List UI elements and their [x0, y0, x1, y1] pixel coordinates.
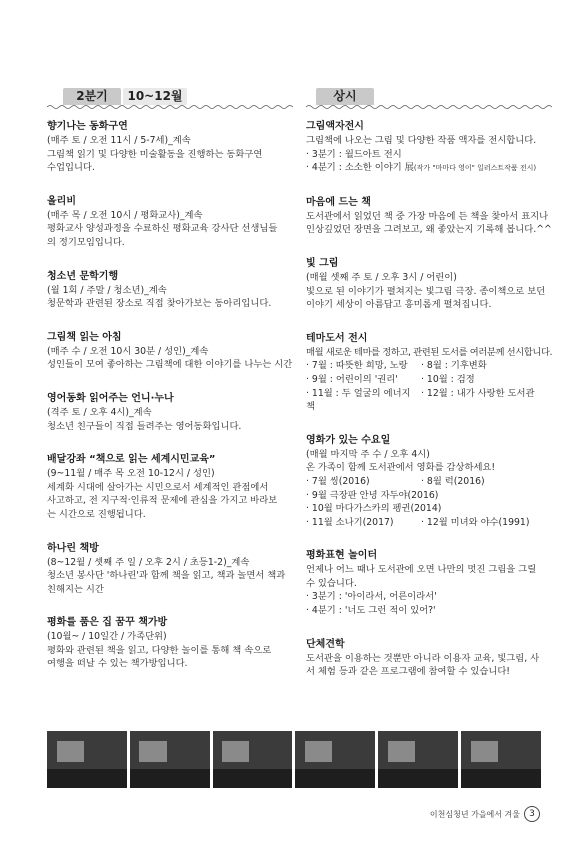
- program-delivery-lecture: [47, 453, 293, 521]
- program-bullet: · 8월 럭(2016): [421, 475, 485, 487]
- tab-oct-dec: 10~12월: [123, 88, 187, 105]
- program-desc: 여행을 떠날 수 있는 책가방입니다.: [47, 658, 188, 670]
- program-bullet-note: (작가 "마마다 영이" 일러스트작품 전시): [413, 164, 537, 173]
- photo-4: [295, 731, 375, 788]
- program-bullet: · 12월 : 내가 사랑한 도서관: [421, 387, 535, 399]
- program-bullet: · 9월 극장판 안녕 자두야(2016): [306, 489, 439, 501]
- program-bullet-pair: [306, 387, 552, 414]
- program-schedule: (매주 토 / 오전 11시 / 5-7세)_계속: [47, 135, 191, 146]
- program-title: 영화가 있는 수요일: [306, 434, 391, 446]
- program-bullet: · 7월 : 따뜻한 희망, 노랑: [306, 360, 408, 372]
- program-bullet: · 8월 : 기후변화: [421, 360, 487, 372]
- program-title: 마음에 드는 책: [306, 196, 371, 208]
- program-bullet: · 12월 미녀와 야수(1991): [421, 516, 530, 528]
- program-bullet: · 10월 : 검정: [421, 373, 475, 385]
- program-title: 평화표현 놀이터: [306, 550, 378, 562]
- program-frame-exhibit: [306, 120, 552, 176]
- page-number: 3: [524, 806, 540, 822]
- tab-quarter-2: 2분기: [63, 88, 121, 105]
- program-desc: 빛으로 된 이야기가 펼쳐지는 빛그림 극장. 종이책으로 보던: [306, 285, 546, 297]
- program-youth-literature-trip: [47, 270, 293, 311]
- program-desc: 수 있습니다.: [306, 577, 357, 589]
- program-title: 그림액자전시: [306, 121, 364, 132]
- program-schedule: (매주 목 / 오전 10시 / 평화교사)_계속: [47, 209, 203, 221]
- program-bullet: · 3분기 : 월드아트 전시: [306, 148, 402, 160]
- program-desc: 청소년 봉사단 '하나린'과 함께 책을 읽고, 책과 놀면서 책과: [47, 570, 286, 582]
- program-desc: 서 체험 등과 같은 프로그램에 참여할 수 있습니다!: [306, 666, 511, 678]
- program-bullet-text: · 4분기 : 소소한 이야기 展: [306, 162, 414, 174]
- program-desc: 이야기 세상이 아름답고 흥미롭게 펼쳐집니다.: [306, 299, 492, 311]
- program-desc: 도서관에서 읽었던 책 중 가장 마음에 든 책을 찾아서 표지나: [306, 210, 549, 222]
- program-bullet-pair: [306, 475, 552, 489]
- program-olibi: [47, 195, 293, 250]
- program-schedule: (월 1회 / 주말 / 청소년)_계속: [47, 284, 167, 296]
- program-desc: 의 정기모임입니다.: [47, 236, 125, 248]
- program-desc: 인상깊었던 장면을 그려보고, 왜 좋았는지 기록해 봅니다.^^: [306, 224, 552, 236]
- program-bullet: · 3분기 : '아이라서, 어른이라서': [306, 591, 437, 603]
- program-light-picture: [306, 257, 552, 312]
- program-bullet-pair: [306, 359, 552, 373]
- program-english-story: [47, 392, 293, 433]
- program-desc: 온 가족이 함께 도서관에서 영화를 감상하세요!: [306, 462, 496, 474]
- right-column: [306, 88, 552, 699]
- photo-strip: [47, 731, 541, 788]
- program-picturebook-morning: [47, 331, 293, 372]
- left-section-header: [47, 88, 293, 110]
- program-desc: 세계화 시대에 살아가는 시민으로서 세계적인 관점에서: [47, 481, 269, 493]
- photo-6: [461, 731, 541, 788]
- program-title: 그림책 읽는 아침: [47, 331, 122, 343]
- program-desc: 성인들이 모여 좋아하는 그림책에 대한 이야기를 나누는 시간: [47, 359, 293, 371]
- program-favorite-book: [306, 196, 552, 237]
- program-title: 하나린 책방: [47, 542, 99, 554]
- wave-divider: [47, 104, 293, 110]
- program-movie-wednesday: [306, 434, 552, 530]
- program-title: 올리비: [47, 195, 76, 207]
- program-bullet: · 7월 씽(2016): [306, 475, 370, 487]
- program-bullet-pair: [306, 373, 552, 387]
- program-schedule: (매주 수 / 오전 10시 30분 / 성인)_계속: [47, 345, 209, 357]
- program-bullet: · 11월 소나기(2017): [306, 516, 394, 528]
- photo-1: [47, 731, 127, 788]
- photo-2: [130, 731, 210, 788]
- program-schedule: (매월 마지막 주 수 / 오후 4시): [306, 448, 430, 460]
- program-desc: 평화교사 양성과정을 수료하신 평화교육 강사단 선생님들: [47, 223, 278, 235]
- page-footer: [430, 806, 540, 822]
- program-schedule: (10월~ / 10일간 / 가족단위): [47, 631, 167, 643]
- program-schedule: (8~12월 / 셋째 주 일 / 오후 2시 / 초등1-2)_계속: [47, 556, 250, 568]
- program-bullet: · 11월 : 두 얼굴의 에너지 책: [306, 387, 411, 413]
- program-theme-books: [306, 332, 552, 414]
- program-desc: 사고하고, 전 지구적·인류적 문제에 관심을 가지고 바라보: [47, 495, 278, 507]
- wave-divider: [306, 104, 552, 110]
- program-title: 빛 그림: [306, 257, 339, 269]
- program-title: 영어동화 읽어주는 언니·누나: [47, 392, 174, 404]
- program-bullet: [306, 161, 552, 176]
- program-group-tour: [306, 638, 552, 679]
- program-desc: 그림책에 나오는 그림 및 다양한 작품 액자를 전시합니다.: [306, 135, 537, 146]
- left-column: [47, 88, 293, 691]
- footer-text: 이천심청년 가을에서 겨울: [429, 809, 520, 819]
- program-peace-bookbag: [47, 616, 293, 671]
- program-title: 청소년 문학기행: [47, 270, 119, 282]
- program-bullet: · 10월 마다가스카의 펭귄(2014): [306, 503, 442, 515]
- tab-always: 상시: [316, 88, 374, 105]
- program-storytelling: [47, 120, 293, 175]
- program-schedule: (격주 토 / 오후 4시)_계속: [47, 406, 152, 418]
- program-hanarin-bookstore: [47, 542, 293, 597]
- program-desc: 평화와 관련된 책을 읽고, 다양한 놀이를 통해 책 속으로: [47, 644, 272, 656]
- program-schedule: (매월 셋째 주 토 / 오후 3시 / 어린이): [306, 271, 457, 283]
- program-desc: 친해지는 시간: [47, 583, 104, 595]
- program-schedule: (9~11월 / 매주 목 오전 10-12시 / 성인): [47, 468, 215, 480]
- program-title: 평화를 품은 집 꿈꾸 책가방: [47, 617, 168, 629]
- program-bullet: · 4분기 : '너도 그런 적이 있어?': [306, 605, 436, 617]
- program-bullet: · 9월 : 어린이의 '권리': [306, 373, 398, 385]
- program-bullet-pair: [306, 516, 552, 530]
- photo-3: [213, 731, 293, 788]
- right-section-header: [306, 88, 552, 110]
- program-title: 배달강좌 “책으로 읽는 세계시민교육”: [47, 454, 216, 466]
- program-title: 향기나는 동화구연: [47, 121, 128, 132]
- program-desc: 매월 새로운 테마를 정하고, 관련된 도서를 여러분께 선시합니다.: [306, 346, 553, 358]
- program-desc: 청소년 친구들이 직접 들려주는 영어동화입니다.: [47, 420, 242, 432]
- program-desc: 그림책 읽기 및 다양한 미술활동을 진행하는 동화구연: [47, 148, 263, 160]
- program-desc: 수업입니다.: [47, 162, 95, 174]
- photo-5: [378, 731, 458, 788]
- program-desc: 언제나 어느 때나 도서관에 오면 나만의 멋진 그림을 그릴: [306, 564, 537, 576]
- program-desc: 는 시간으로 진행됩니다.: [47, 508, 146, 520]
- program-peace-playground: [306, 549, 552, 617]
- program-desc: 청문학과 관련된 장소로 직접 찾아가보는 동아리입니다.: [47, 298, 272, 310]
- program-title: 테마도서 전시: [306, 332, 368, 344]
- program-desc: 도서관을 이용하는 것뿐만 아니라 이용자 교육, 빛그림, 사: [306, 652, 540, 664]
- program-title: 단체견학: [306, 638, 345, 650]
